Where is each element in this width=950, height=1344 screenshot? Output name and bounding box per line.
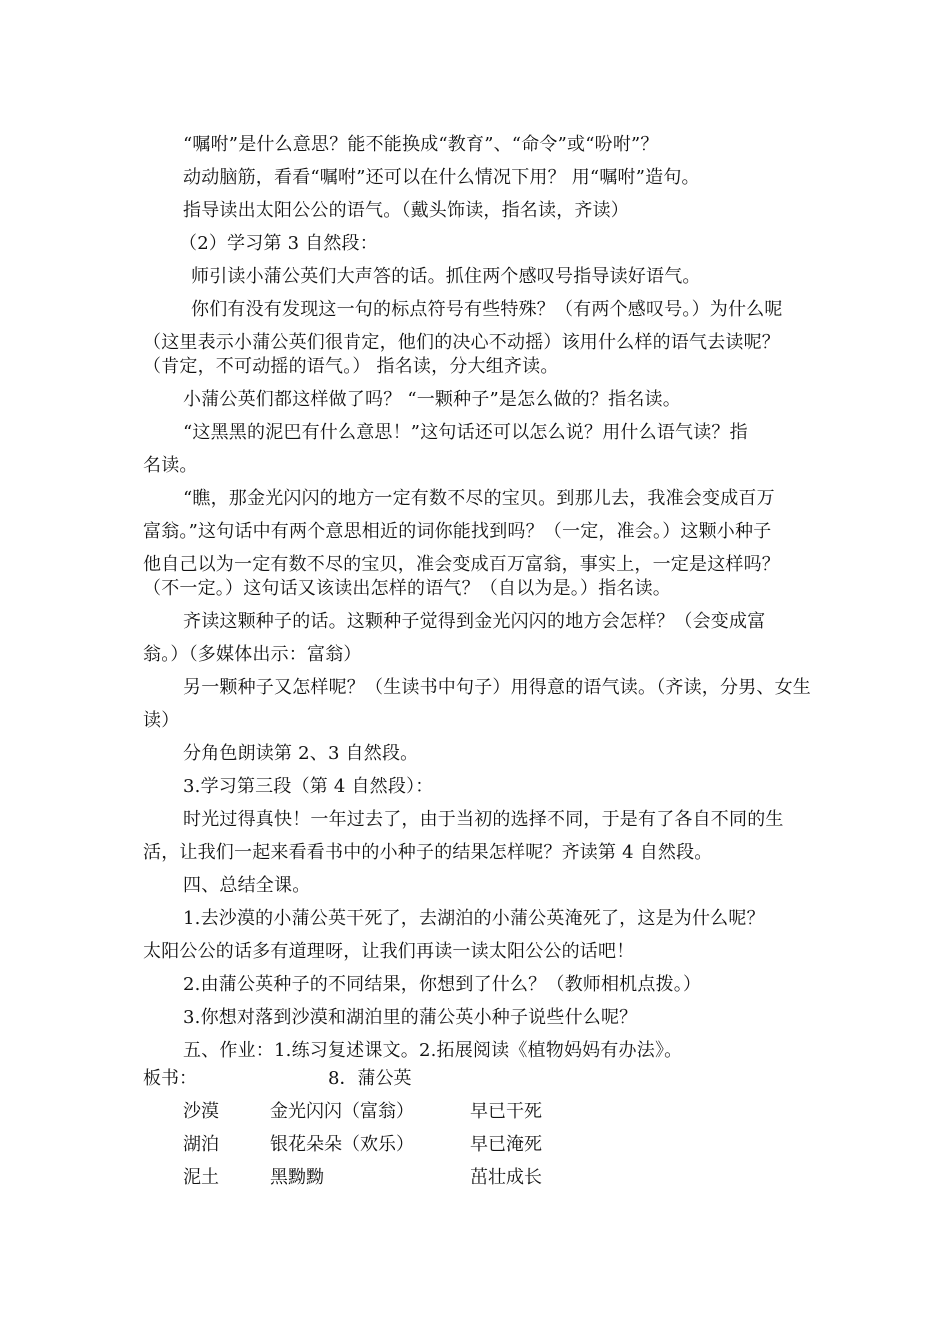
section-heading: 五、作业：1.练习复述课文。2.拓展阅读《植物妈妈有办法》。: [183, 1040, 683, 1061]
text-line: 师引读小蒲公英们大声答的话。抓住两个感叹号指导读好语气。: [191, 266, 701, 287]
text-line: 富翁。”这句话中有两个意思相近的词你能找到吗？（一定，准会。）这颗小种子: [143, 521, 772, 542]
text-line: 分角色朗读第 2、3 自然段。: [183, 743, 419, 764]
board-cell: 泥土: [183, 1167, 219, 1188]
text-line: 动动脑筋，看看“嘱咐”还可以在什么情况下用？ 用“嘱咐”造句。: [183, 167, 700, 188]
board-cell: 茁壮成长: [470, 1167, 542, 1188]
text-line: 太阳公公的话多有道理呀，让我们再读一读太阳公公的话吧！: [143, 941, 635, 962]
text-line: 指导读出太阳公公的语气。（戴头饰读，指名读，齐读）: [183, 200, 629, 221]
board-label: 板书：: [143, 1068, 197, 1089]
board-cell: 沙漠: [183, 1101, 219, 1122]
section-heading: 3.学习第三段（第 4 自然段）：: [183, 776, 434, 797]
text-line: “瞧，那金光闪闪的地方一定有数不尽的宝贝。到那儿去，我准会变成百万: [183, 488, 775, 509]
board-cell: 早已干死: [470, 1101, 542, 1122]
text-line: 另一颗种子又怎样呢？（生读书中句子）用得意的语气读。（齐读，分男、女生: [183, 677, 811, 698]
text-line: “嘱咐”是什么意思？能不能换成“教育”、“命令”或“吩咐”？: [183, 134, 659, 155]
text-line: 名读。: [143, 455, 198, 476]
section-heading: （2）学习第 3 自然段：: [179, 233, 378, 254]
board-cell: 银花朵朵（欢乐）: [270, 1134, 414, 1155]
section-heading: 四、总结全课。: [183, 875, 311, 896]
board-title: 8．蒲公英: [328, 1068, 412, 1089]
board-cell: 湖泊: [183, 1134, 219, 1155]
text-line: 3.你想对落到沙漠和湖泊里的蒲公英小种子说些什么呢？: [183, 1007, 638, 1028]
text-line: 翁。）（多媒体出示：富翁）: [143, 644, 362, 665]
board-cell: 黑黝黝: [270, 1167, 324, 1188]
text-line: 他自己以为一定有数不尽的宝贝，准会变成百万富翁，事实上，一定是这样吗？: [143, 554, 780, 575]
text-line: （这里表示小蒲公英们很肯定，他们的决心不动摇）该用什么样的语气去读呢？: [143, 332, 780, 353]
text-line: 1.去沙漠的小蒲公英干死了，去湖泊的小蒲公英淹死了，这是为什么呢？: [183, 908, 765, 929]
text-line: （不一定。）这句话又该读出怎样的语气？（自以为是。）指名读。: [143, 578, 671, 599]
text-line: 读）: [143, 710, 180, 731]
text-line: （肯定，不可动摇的语气。） 指名读，分大组齐读。: [143, 356, 559, 377]
board-cell: 金光闪闪（富翁）: [270, 1101, 414, 1122]
text-line: 小蒲公英们都这样做了吗？ “一颗种子”是怎么做的？指名读。: [183, 389, 681, 410]
text-line: 2.由蒲公英种子的不同结果，你想到了什么？（教师相机点拨。）: [183, 974, 702, 995]
text-line: “这黑黑的泥巴有什么意思！”这句话还可以怎么说？用什么语气读？指: [183, 422, 748, 443]
text-line: 齐读这颗种子的话。这颗种子觉得到金光闪闪的地方会怎样？（会变成富: [183, 611, 766, 632]
text-line: 活，让我们一起来看看书中的小种子的结果怎样呢？齐读第 4 自然段。: [143, 842, 713, 863]
text-line: 时光过得真快！一年过去了，由于当初的选择不同，于是有了各自不同的生: [183, 809, 784, 830]
board-cell: 早已淹死: [470, 1134, 542, 1155]
text-line: 你们有没有发现这一句的标点符号有些特殊？（有两个感叹号。）为什么呢: [191, 299, 783, 320]
